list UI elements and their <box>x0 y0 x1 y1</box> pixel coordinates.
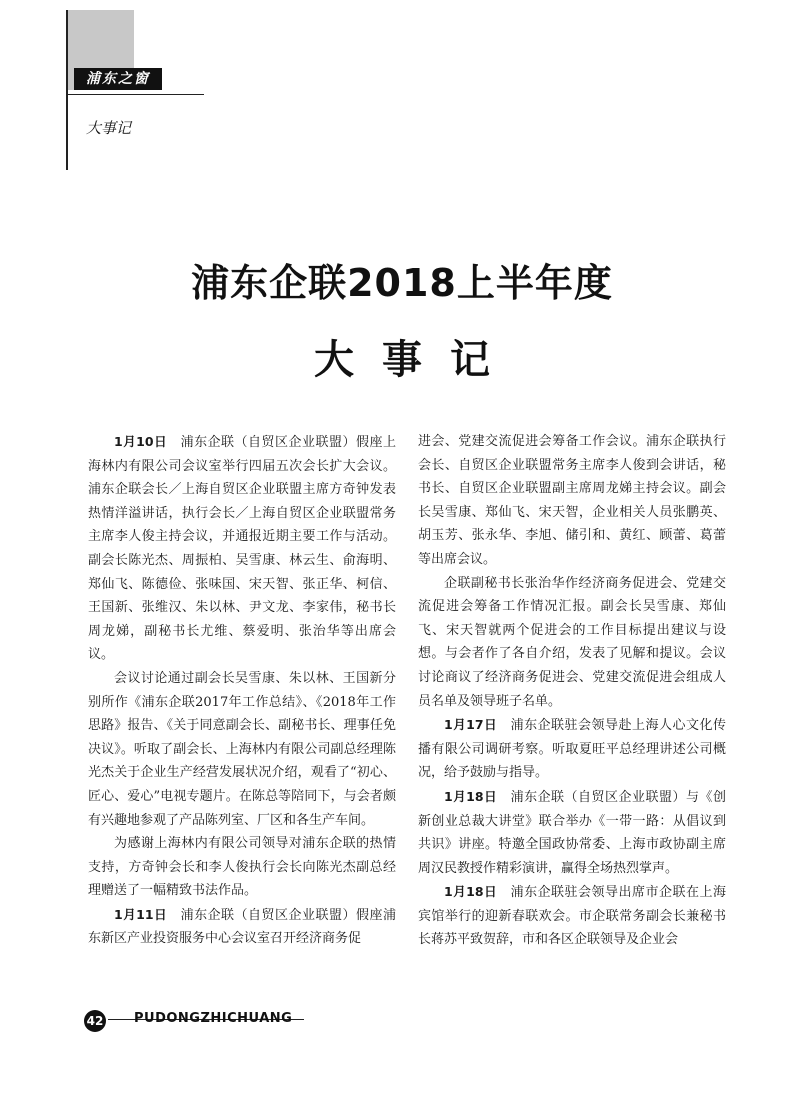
header-vertical-rule <box>66 10 68 170</box>
paragraph <box>418 785 726 880</box>
left-column <box>88 430 396 951</box>
header-horizontal-rule <box>66 94 204 95</box>
event-date: 1月17日 <box>444 717 498 733</box>
paragraph-text: 浦东企联（自贸区企业联盟）假座上海林内有限公司会议室举行四届五次会长扩大会议。浦东企联会长／上海自贸区企业联盟主席方奇钟发表热情洋溢讲话，执行会长／上海自贸区企业联盟常务主席李人俊主持会议，并通报近期主要工作与活动。副会长陈光杰、周振柏、吴雪康、林云生、俞海明、郑仙飞、陈德俭、张味国、宋天智、张正华、柯信、王国新、张维汉、朱以林、尹文龙、李家伟，秘书长周龙娣，副秘书长尤维、蔡爱明、张治华等出席会议。 <box>88 435 396 663</box>
event-date: 1月11日 <box>114 906 168 922</box>
paragraph <box>418 713 726 785</box>
event-date: 1月18日 <box>444 788 498 804</box>
right-column <box>418 430 726 952</box>
paragraph-text: 浦东企联（自贸区企业联盟）假座浦东新区产业投资服务中心会议室召开经济商务促 <box>88 907 396 947</box>
section-label: 大事记 <box>86 119 132 137</box>
article-title: 浦东企联2018上半年度 <box>191 261 613 305</box>
paragraph <box>88 430 396 667</box>
page-number: 42 <box>84 1010 106 1032</box>
paragraph-text: 浦东企联驻会领导出席市企联在上海宾馆举行的迎新春联欢会。市企联常务副会长兼秘书长蒋苏平致贺辞，市和各区企联领导及企业会 <box>418 885 726 948</box>
event-date: 1月18日 <box>444 884 498 900</box>
paragraph: 会议讨论通过副会长吴雪康、朱以林、王国新分别所作《浦东企联2017年工作总结》、《2018年工作思路》报告、《关于同意副会长、副秘书长、理事任免决议》。听取了副会长、上海林内有限公司副总经理陈光杰关于企业生产经营发展状况介绍，观看了“初心、匠心、爱心”电视专题片。在陈总等陪同下，与会者颇有兴趣地参观了产品陈列室、厂区和各生产车间。 <box>88 670 396 828</box>
paragraph-text: 浦东企联驻会领导赴上海人心文化传播有限公司调研考察。听取夏旺平总经理讲述公司概况，给予鼓励与指导。 <box>418 718 726 781</box>
event-date: 1月10日 <box>114 434 168 449</box>
paragraph: 企联副秘书长张治华作经济商务促进会、党建交流促进会筹备工作情况汇报。副会长吴雪康、郑仙飞、宋天智就两个促进会的工作目标提出建议与设想。与会者作了各自介绍，发表了见解和提议。会议讨论商议了经济商务促进会、党建交流促进会组成人员名单及领导班子名单。 <box>418 575 726 709</box>
paragraph <box>418 880 726 952</box>
paragraph: 为感谢上海林内有限公司领导对浦东企联的热情支持，方奇钟会长和李人俊执行会长向陈光杰副总经理赠送了一幅精致书法作品。 <box>88 836 396 899</box>
paragraph <box>88 903 396 951</box>
magazine-brand-tag: 浦东之窗 <box>74 68 162 90</box>
article-subtitle: 大事记 <box>314 337 518 383</box>
footer-brand: PUDONGZHICHUANG <box>134 1011 293 1026</box>
paragraph: 进会、党建交流促进会筹备工作会议。浦东企联执行会长、自贸区企业联盟常务主席李人俊到会讲话，秘书长、自贸区企业联盟副主席周龙娣主持会议。副会长吴雪康、郑仙飞、宋天智，企业相关人员张鹏英、胡玉芳、张永华、李旭、储引和、黄红、顾蕾、葛蕾等出席会议。 <box>418 434 726 567</box>
paragraph-text: 浦东企联（自贸区企业联盟）与《创新创业总裁大讲堂》联合举办《一带一路：从倡议到共识》讲座。特邀全国政协常委、上海市政协副主席周汉民教授作精彩演讲，赢得全场热烈掌声。 <box>418 789 726 876</box>
